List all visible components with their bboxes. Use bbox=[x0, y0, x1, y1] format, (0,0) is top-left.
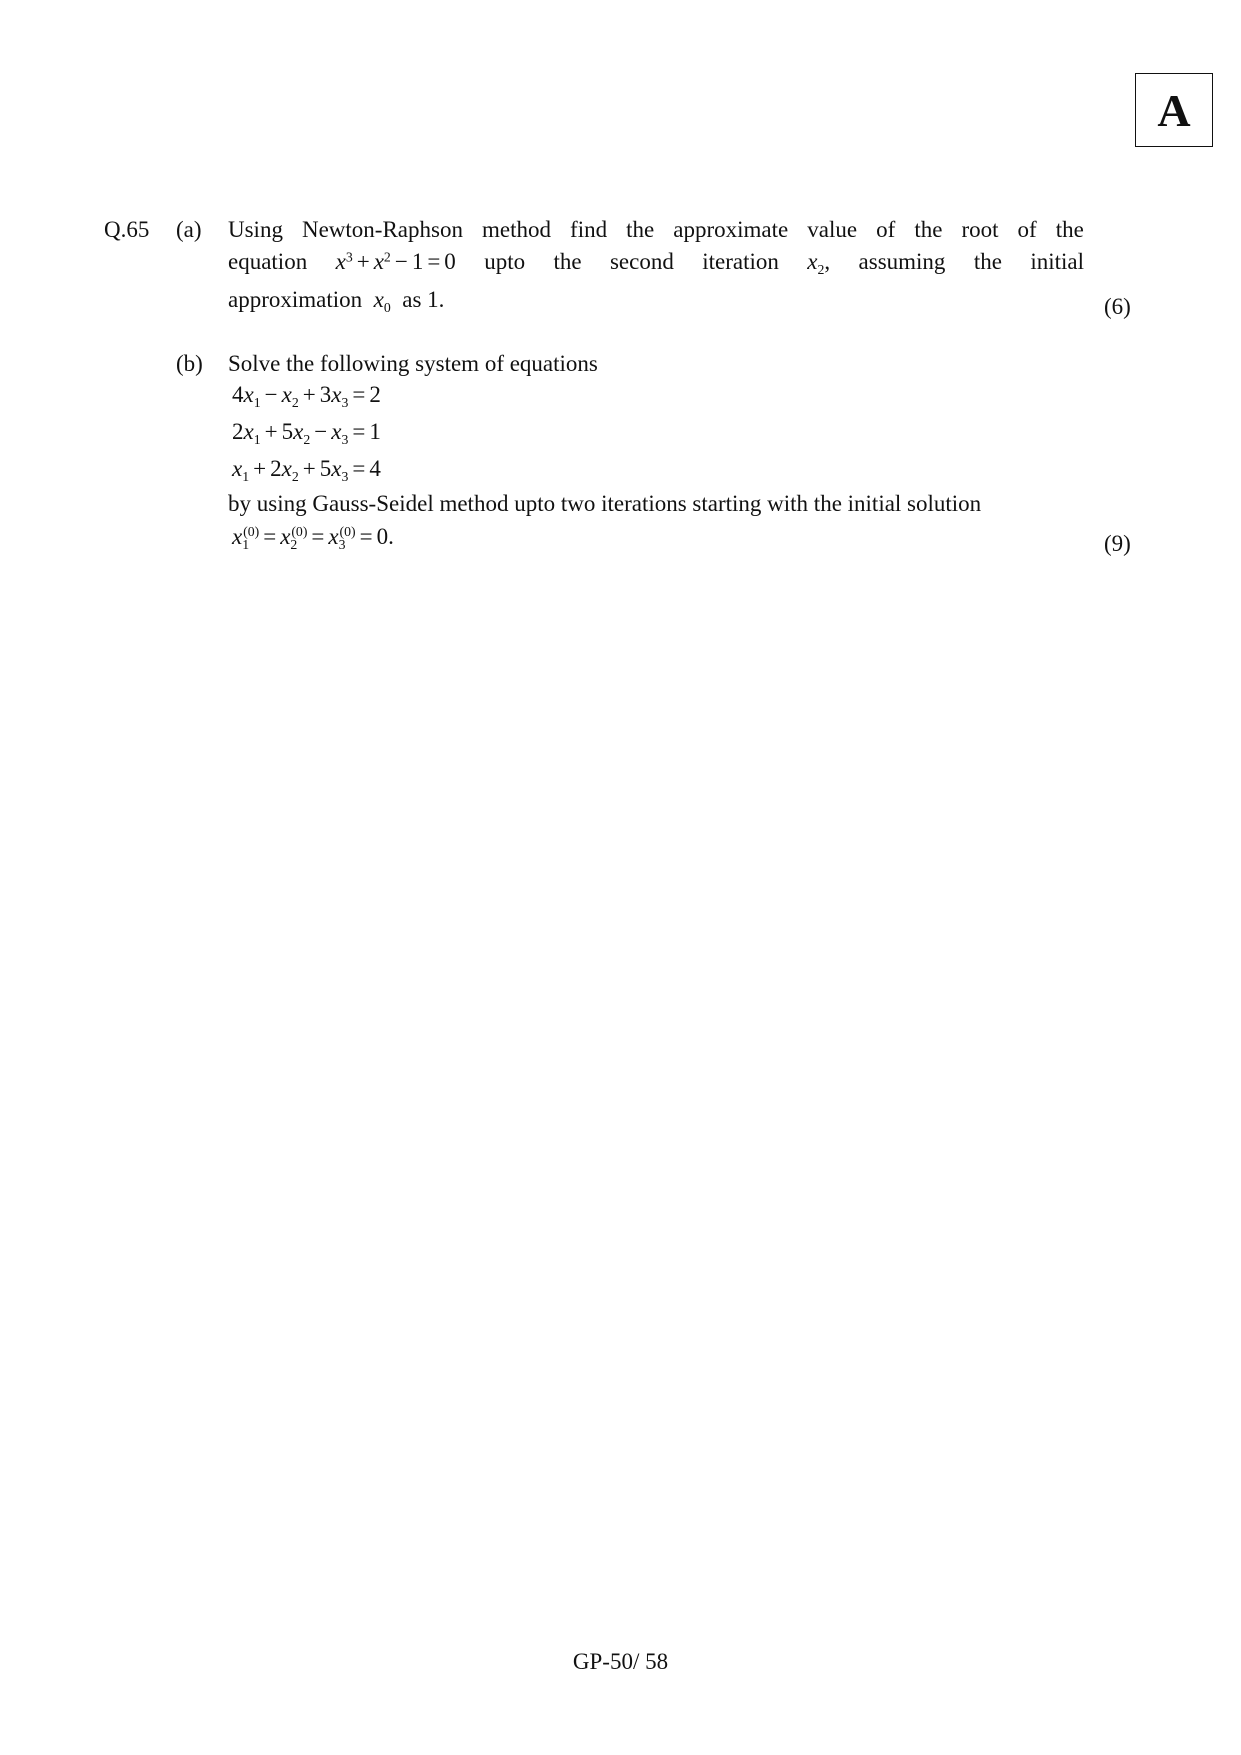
x0-symbol: $x_0$ bbox=[373, 287, 391, 315]
part-b-marks: (9) bbox=[1104, 531, 1131, 556]
part-a-line-2 bbox=[228, 249, 1084, 277]
page-footer: GP-50/ 58 bbox=[572, 1649, 669, 1674]
x2-symbol: $x_2$, bbox=[807, 249, 831, 277]
question-number: Q.65 bbox=[104, 217, 150, 242]
word: the bbox=[1055, 217, 1084, 242]
word: equation bbox=[228, 249, 308, 274]
equation-3: $x_1 + 2x_2 + 5x_3 = 4$ bbox=[232, 456, 381, 484]
part-b-intro: Solve the following system of equations bbox=[228, 351, 598, 376]
word: find bbox=[570, 217, 608, 242]
part-a-label: (a) bbox=[176, 217, 202, 242]
word: the bbox=[626, 217, 655, 242]
initial-solution: $x_1^{(0)} = x_2^{(0)} = x_3^{(0)} = 0$. bbox=[232, 524, 394, 552]
word: root bbox=[961, 217, 999, 242]
word: Using bbox=[228, 217, 283, 242]
word: approximate bbox=[673, 217, 789, 242]
word: upto bbox=[484, 249, 526, 274]
word: assuming bbox=[858, 249, 946, 274]
word: of bbox=[876, 217, 896, 242]
word: value bbox=[807, 217, 858, 242]
word: the bbox=[914, 217, 943, 242]
equation-2: $2x_1 + 5x_2 - x_3 = 1$ bbox=[232, 419, 381, 447]
word: second bbox=[609, 249, 674, 274]
part-b-label: (b) bbox=[176, 351, 203, 376]
word: approximation bbox=[228, 287, 363, 312]
word: method bbox=[482, 217, 551, 242]
word: of bbox=[1017, 217, 1037, 242]
word: initial bbox=[1030, 249, 1084, 274]
part-a-line-1 bbox=[228, 218, 1084, 241]
part-a-line-3 bbox=[228, 287, 445, 315]
cubic-equation: $x^3 + x^2 - 1 = 0$ bbox=[335, 249, 456, 274]
word: Newton-Raphson bbox=[301, 217, 463, 242]
word: the bbox=[973, 249, 1002, 274]
word: as 1. bbox=[402, 287, 445, 312]
set-code-box: A bbox=[1135, 73, 1213, 147]
word: iteration bbox=[702, 249, 779, 274]
part-a-marks: (6) bbox=[1104, 294, 1131, 319]
part-b-method-text: by using Gauss-Seidel method upto two iterations starting with the initial solution bbox=[228, 491, 982, 516]
word: the bbox=[553, 249, 582, 274]
equation-1: $4x_1 - x_2 + 3x_3 = 2$ bbox=[232, 382, 381, 410]
